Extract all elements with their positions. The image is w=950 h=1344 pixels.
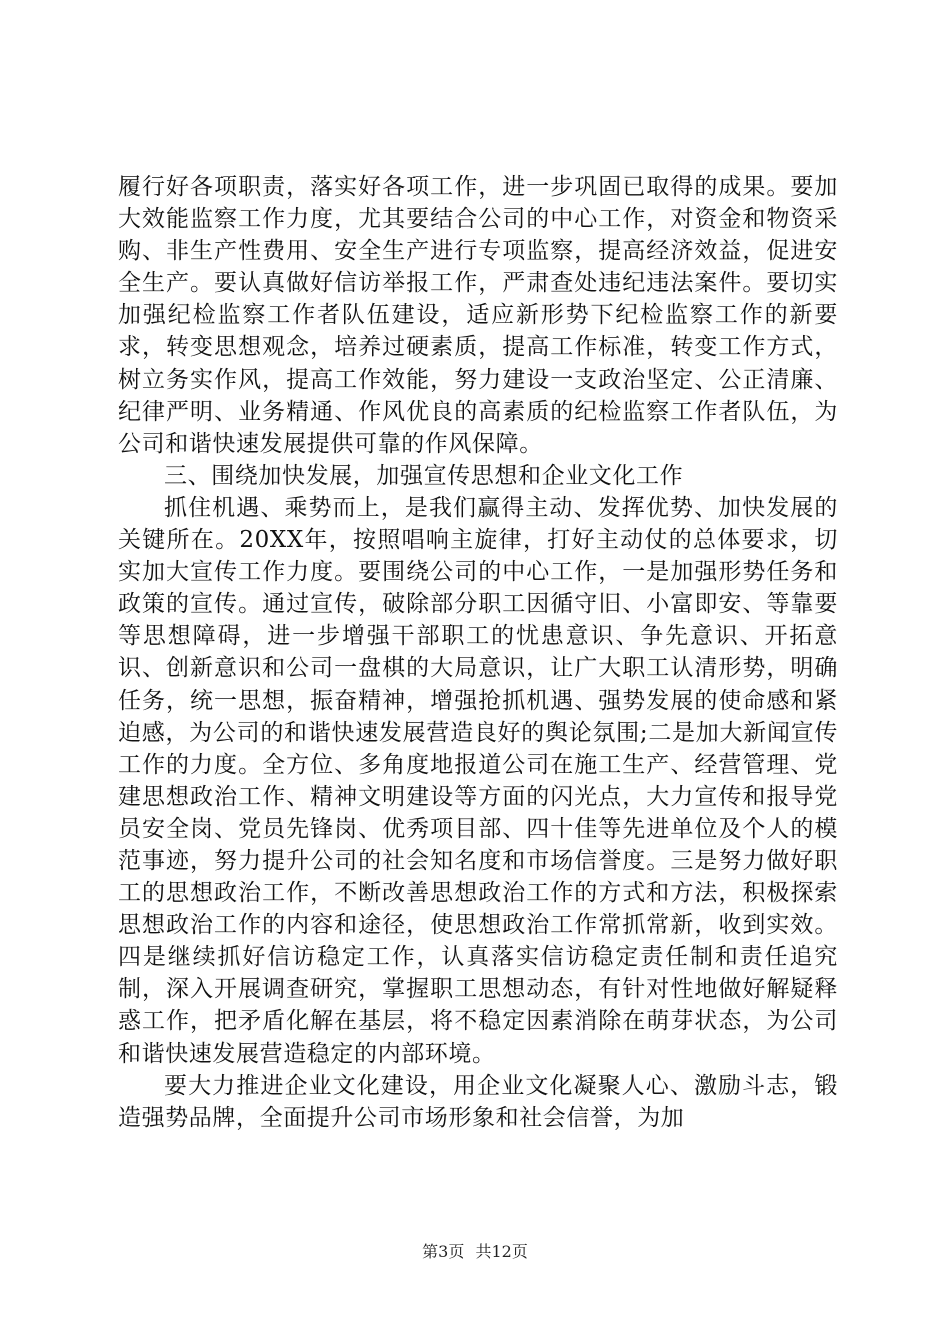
paragraph-corporate-culture: 要大力推进企业文化建设，用企业文化凝聚人心、激励斗志，锻造强势品牌，全面提升公司市场形象和社会信誉，为加 xyxy=(118,1072,838,1131)
document-body xyxy=(118,171,838,1134)
paragraph-propaganda-work: 抓住机遇、乘势而上，是我们赢得主动、发挥优势、加快发展的关键所在。20XX年，按照唱响主旋律，打好主动仗的总体要求，切实加大宣传工作力度。要围绕公司的中心工作，一是加强形势任务和政策的宣传。通过宣传，破除部分职工因循守旧、小富即安、等靠要等思想障碍，进一步增强干部职工的忧患意识、争先意识、开拓意识、创新意识和公司一盘棋的大局意识，让广大职工认清形势，明确任务，统一思想，振奋精神，增强抢抓机遇、强势发展的使命感和紧迫感，为公司的和谐快速发展营造良好的舆论氛围;二是加大新闻宣传工作的力度。全方位、多角度地报道公司在施工生产、经营管理、党建思想政治工作、精神文明建设等方面的闪光点，大力宣传和报导党员安全岗、党员先锋岗、优秀项目部、四十佳等先进单位及个人的模范事迹，努力提升公司的社会知名度和市场信誉度。三是努力做好职工的思想政治工作，不断改善思想政治工作的方式和方法，积极探索思想政治工作的内容和途径，使思想政治工作常抓常新，收到实效。四是继续抓好信访稳定工作，认真落实信访稳定责任制和责任追究制，深入开展调查研究，掌握职工思想动态，有针对性地做好解疑释惑工作，把矛盾化解在基层，将不稳定因素消除在萌芽状态，为公司和谐快速发展营造稳定的内部环境。 xyxy=(118,494,838,1067)
paragraph-continuation: 履行好各项职责，落实好各项工作，进一步巩固已取得的成果。要加大效能监察工作力度，尤其要结合公司的中心工作，对资金和物资采购、非生产性费用、安全生产进行专项监察，提高经济效益，促进安全生产。要认真做好信访举报工作，严肃查处违纪违法案件。要切实加强纪检监察工作者队伍建设，适应新形势下纪检监察工作的新要求，转变思想观念，培养过硬素质，提高工作标准，转变工作方式，树立务实作风，提高工作效能，努力建设一支政治坚定、公正清廉、纪律严明、业务精通、作风优良的高素质的纪检监察工作者队伍，为公司和谐快速发展提供可靠的作风保障。 xyxy=(118,174,838,457)
page-total: 共12页 xyxy=(475,1242,528,1261)
section-heading-three: 三、围绕加快发展，加强宣传思想和企业文化工作 xyxy=(164,462,684,489)
page-footer xyxy=(0,1241,950,1263)
page-number: 第3页 xyxy=(422,1242,465,1261)
